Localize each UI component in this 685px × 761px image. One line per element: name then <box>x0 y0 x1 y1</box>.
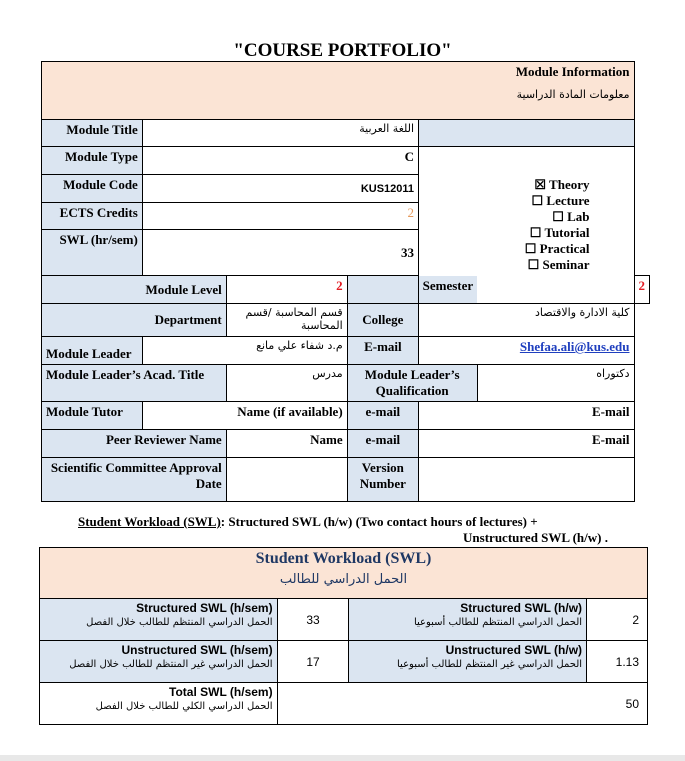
checkbox-seminar: ☐ Seminar <box>527 257 590 272</box>
swl-table-header: Student Workload (SWL) الحمل الدراسي للطالب <box>40 548 648 599</box>
ects-label: ECTS Credits <box>42 203 143 230</box>
module-title-value: اللغة العربية <box>142 120 418 147</box>
module-level-label: Module Level <box>42 276 227 304</box>
department-label: Department <box>42 304 227 337</box>
total-swl-value: 50 <box>277 683 647 725</box>
structured-week-label: Structured SWL (h/w) الحمل الدراسي المنتظم للطالب أسبوعيا <box>349 599 587 641</box>
unstructured-sem-value: 17 <box>277 641 349 683</box>
structured-week-value: 2 <box>587 599 648 641</box>
qualification-label: Module Leader’s Qualification <box>347 365 477 402</box>
module-type-label: Module Type <box>42 147 143 175</box>
unstructured-week-value: 1.13 <box>587 641 648 683</box>
structured-sem-value: 33 <box>277 599 349 641</box>
module-info-header: Module Information معلومات المادة الدراسية <box>42 62 635 120</box>
sci-committee-label: Scientific Committee Approval Date <box>42 458 227 502</box>
email-label: E-mail <box>347 337 418 365</box>
checkbox-tutorial: ☐ Tutorial <box>529 225 590 240</box>
module-title-blank <box>419 120 634 147</box>
version-label: Version Number <box>347 458 418 502</box>
structured-sem-label: Structured SWL (h/sem) الحمل الدراسي المنتظم للطالب خلال الفصل <box>40 599 278 641</box>
college-label: College <box>347 304 418 337</box>
module-code-label: Module Code <box>42 175 143 203</box>
peer-email-label: e-mail <box>347 430 418 458</box>
qualification-value: دكتوراه <box>477 365 634 402</box>
tutor-email-value: E-mail <box>419 402 634 430</box>
checkbox-theory: ☒ Theory <box>534 177 590 192</box>
checkbox-practical: ☐ Practical <box>524 241 590 256</box>
tutor-email-label: e-mail <box>347 402 418 430</box>
page-title: "COURSE PORTFOLIO" <box>233 40 452 61</box>
tutor-name-label: Name (if available) <box>142 402 347 430</box>
module-leader-label: Module Leader <box>42 337 143 365</box>
module-level-value: 2 <box>226 276 347 304</box>
peer-reviewer-label: Peer Reviewer Name <box>42 430 227 458</box>
checkbox-lab: ☐ Lab <box>552 209 590 224</box>
page-footer-bar <box>0 755 685 761</box>
acad-title-value: مدرس <box>226 365 347 402</box>
swl-label: SWL (hr/sem) <box>42 230 143 276</box>
acad-title-label: Module Leader’s Acad. Title <box>42 365 227 402</box>
peer-name-label: Name <box>226 430 347 458</box>
swl-note: Student Workload (SWL): Structured SWL (h/w) (Two contact hours of lectures) + Unstructured SWL (h/w) . <box>78 514 608 545</box>
college-value: كلية الادارة والاقتصاد <box>419 304 634 337</box>
module-leader-value: م.د شفاء علي مانع <box>142 337 347 365</box>
unstructured-week-label: Unstructured SWL (h/w) الحمل الدراسي غير المنتظم للطالب أسبوعيا <box>349 641 587 683</box>
total-swl-label: Total SWL (h/sem) الحمل الدراسي الكلي للطالب خلال الفصل <box>40 683 278 725</box>
version-value <box>419 458 634 502</box>
semester-value: 2 <box>634 276 650 304</box>
module-tutor-label: Module Tutor <box>42 402 143 430</box>
ects-value: 2 <box>142 203 418 230</box>
module-type-value: C <box>142 147 418 175</box>
swl-value: 33 <box>142 230 418 276</box>
swl-table <box>39 547 648 725</box>
unstructured-sem-label: Unstructured SWL (h/sem) الحمل الدراسي غير المنتظم للطالب خلال الفصل <box>40 641 278 683</box>
module-info-table <box>41 61 650 502</box>
sci-committee-value <box>226 458 347 502</box>
module-title-label: Module Title <box>42 120 143 147</box>
checkbox-lecture: ☐ Lecture <box>531 193 590 208</box>
module-code-value: KUS12011 <box>142 175 418 203</box>
module-leader-email[interactable]: Shefaa.ali@kus.edu <box>419 337 634 365</box>
peer-email-value: E-mail <box>419 430 634 458</box>
semester-label: Semester <box>347 276 477 304</box>
department-value: قسم المحاسبة /قسم المحاسبة <box>226 304 347 337</box>
